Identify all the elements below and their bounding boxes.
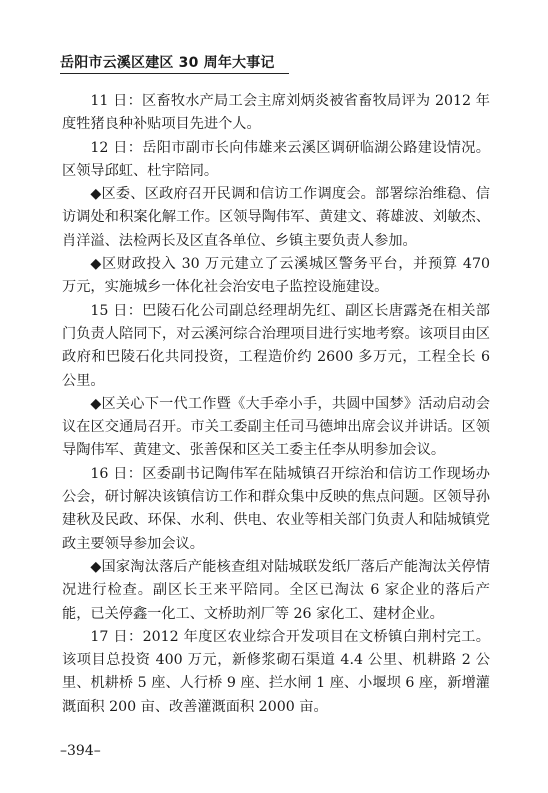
- paragraph: ◆区财政投入 30 万元建立了云溪城区警务平台，并预算 470 万元，实施城乡一体化社会治安电子监控设施建设。: [62, 256, 490, 296]
- header-rule: [60, 73, 289, 74]
- paragraph: 12 日：岳阳市副市长向伟雄来云溪区调研临湖公路建设情况。区领导邱虹、杜宇陪同。: [62, 139, 490, 179]
- paragraph: 15 日：巴陵石化公司副总经理胡先红、副区长唐露尧在相关部门负责人陪同下，对云溪河综合治理项目进行实地考察。该项目由区政府和巴陵石化共同投资，工程造价约 2600 多万元，工程全长 6 公里。: [62, 302, 490, 389]
- paragraph: ◆区委、区政府召开民调和信访工作调度会。部署综治维稳、信访调处和积案化解工作。区领导陶伟军、黄建文、蒋雄波、刘敏杰、肖洋溢、法检两长及区直各单位、乡镇主要负责人参加。: [62, 186, 490, 249]
- running-header-title: 岳阳市云溪区建区 30 周年大事记: [60, 55, 275, 71]
- paragraph: 17 日：2012 年度区农业综合开发项目在文桥镇白荆村完工。该项目总投资 400 万元，新修浆砌石渠道 4.4 公里、机耕路 2 公里、机耕桥 5 座、人行桥 9 座、拦水闸 1 座、小堰坝 6 座，新增灌溉面积 200 亩、改善灌溉面积 2000 亩。: [62, 628, 490, 715]
- paragraph: 11 日：区畜牧水产局工会主席刘炳炎被省畜牧局评为 2012 年度牲猪良种补贴项目先进个人。: [62, 93, 490, 133]
- page-number: –394–: [60, 743, 101, 759]
- paragraph: ◆国家淘汰落后产能核查组对陆城联发纸厂落后产能淘汰关停情况进行检查。副区长王来平陪同。全区已淘汰 6 家企业的落后产能，已关停鑫一化工、文桥助剂厂等 26 家化工、建材企业。: [62, 558, 490, 622]
- paragraph: 16 日：区委副书记陶伟军在陆城镇召开综治和信访工作现场办公会，研讨解决该镇信访工作和群众集中反映的焦点问题。区领导孙建秋及民政、环保、水利、供电、农业等相关部门负责人和陆城镇党政主要领导参加会议。: [62, 465, 490, 552]
- page-body: [62, 90, 490, 719]
- paragraph: ◆区关心下一代工作暨《大手牵小手，共圆中国梦》活动启动会议在区交通局召开。市关工委副主任司马德坤出席会议并讲话。区领导陶伟军、黄建文、张善保和区关工委主任李从明参加会议。: [62, 395, 490, 459]
